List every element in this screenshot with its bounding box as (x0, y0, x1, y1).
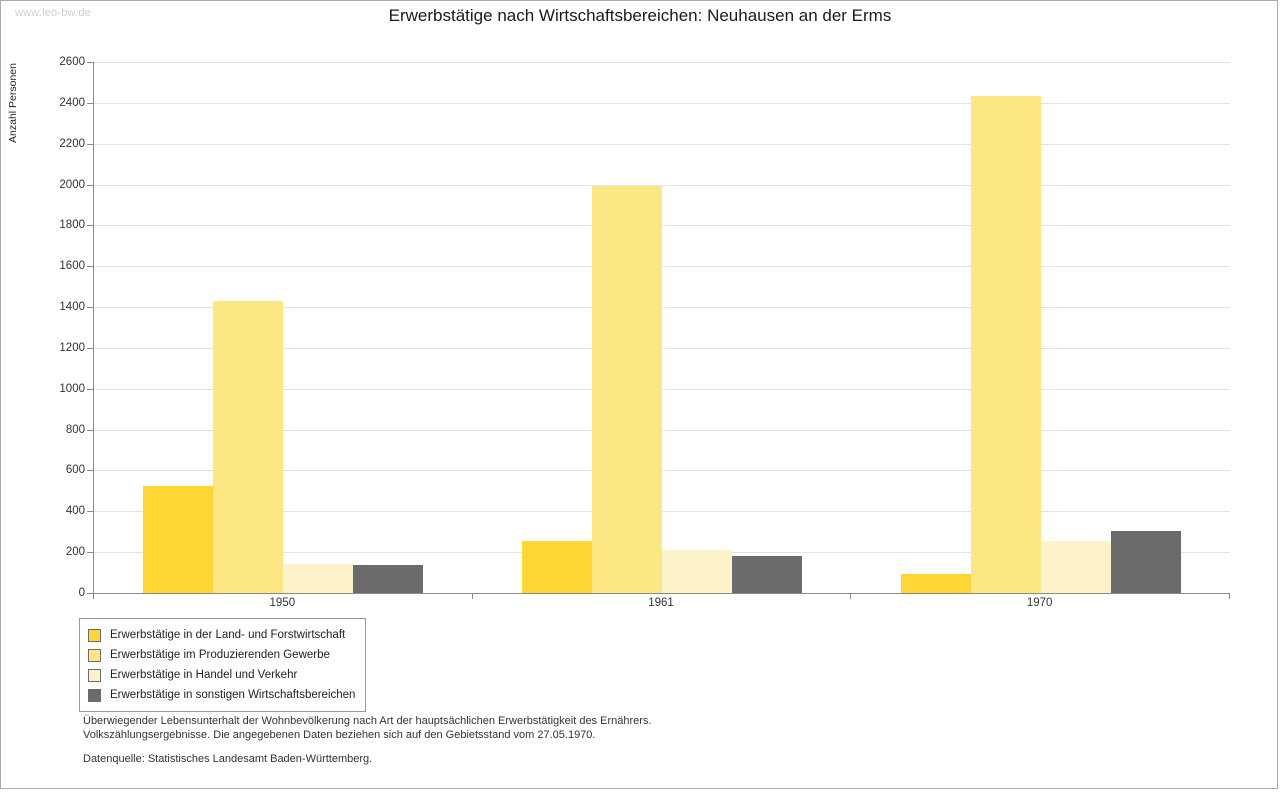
x-tick-label: 1970 (1026, 597, 1053, 609)
x-tick-label: 1961 (648, 597, 674, 609)
y-tick-label: 2000 (59, 178, 85, 191)
bar (283, 564, 353, 593)
y-tick-label: 1800 (59, 219, 85, 232)
legend-color-swatch (88, 649, 101, 662)
legend-color-swatch (88, 629, 101, 642)
legend-item (88, 685, 355, 705)
y-tick-label: 1200 (59, 341, 85, 354)
legend-color-swatch (88, 669, 101, 682)
y-tick-label: 1400 (59, 301, 85, 314)
legend-item-label: Erwerbstätige in der Land- und Forstwirtschaft (110, 629, 346, 641)
gridline (94, 62, 1230, 63)
y-tick-label: 800 (65, 423, 85, 436)
legend (79, 618, 366, 712)
bar (971, 96, 1041, 593)
gridline (94, 225, 1230, 226)
y-axis-title: Anzahl Personen (7, 63, 19, 143)
gridline (94, 266, 1230, 267)
y-tick-label: 2400 (59, 96, 85, 109)
bar (522, 541, 592, 593)
bar (353, 565, 423, 593)
bar (1111, 531, 1181, 593)
y-tick-label: 600 (65, 464, 85, 477)
x-tick-mark (93, 593, 94, 599)
y-tick-label: 1000 (59, 382, 85, 395)
y-tick-label: 400 (65, 505, 85, 518)
x-tick-label: 1950 (269, 597, 296, 609)
gridline (94, 185, 1230, 186)
bar (213, 301, 283, 593)
legend-item (88, 645, 355, 665)
footnotes (83, 714, 1183, 742)
plot-area (93, 62, 1230, 594)
bar (732, 556, 802, 593)
footnote-line: Überwiegender Lebensunterhalt der Wohnbevölkerung nach Art der hauptsächlichen Erwerbstätigkeit des Ernährers. (83, 715, 652, 727)
bar (143, 486, 213, 593)
watermark-label: www.leo-bw.de (15, 7, 91, 19)
x-tick-mark (472, 593, 473, 599)
bar (1041, 541, 1111, 593)
legend-item-label: Erwerbstätige in sonstigen Wirtschaftsbereichen (110, 689, 356, 701)
bar (662, 550, 732, 593)
footnote-line: Volkszählungsergebnisse. Die angegebenen Daten beziehen sich auf den Gebietsstand vom 27.05.1970. (83, 729, 596, 741)
bar (901, 574, 971, 593)
legend-item (88, 665, 355, 685)
page-title: Erwerbstätige nach Wirtschaftsbereichen: Neuhausen an der Erms (388, 6, 892, 25)
gridline (94, 103, 1230, 104)
y-tick-label: 2600 (59, 56, 85, 68)
legend-color-swatch (88, 689, 101, 702)
data-source-label: Datenquelle: Statistisches Landesamt Baden-Württemberg. (83, 753, 373, 765)
legend-item-label: Erwerbstätige im Produzierenden Gewerbe (110, 649, 330, 661)
legend-item-label: Erwerbstätige in Handel und Verkehr (110, 669, 298, 681)
gridline (94, 144, 1230, 145)
y-tick-label: 0 (78, 587, 85, 599)
x-tick-mark (850, 593, 851, 599)
y-tick-label: 1600 (59, 260, 85, 273)
bar (592, 186, 662, 593)
x-tick-mark (1229, 593, 1230, 599)
legend-item (88, 625, 355, 645)
y-tick-label: 2200 (59, 137, 85, 150)
y-tick-label: 200 (65, 546, 85, 559)
